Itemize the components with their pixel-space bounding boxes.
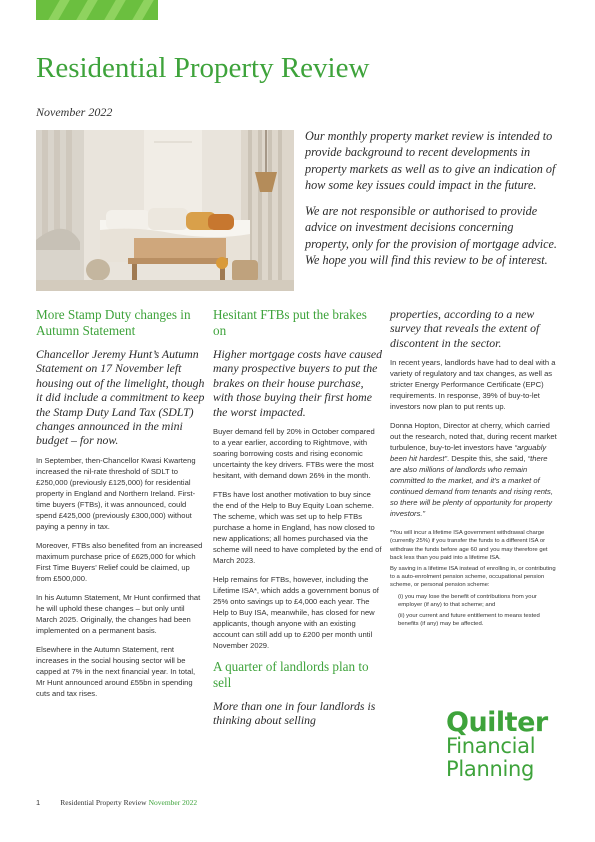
footnote: (i) you may lose the benefit of contributions from your employer (if any) to that scheme; and xyxy=(398,593,537,608)
article-heading: Hesitant FTBs put the brakes on xyxy=(213,307,367,338)
article-paragraph: In his Autumn Statement, Mr Hunt confirmed that he will uphold these changes – but only until March 2025. Originally, the changes had been implemented on a permanent basis. xyxy=(36,592,201,635)
logo-line: Financial xyxy=(446,734,536,758)
article-landlords-continued xyxy=(390,307,560,631)
quote-text: Donna Hopton, Director at cherry, which carried out the research, noted that, during recent market turbulence, buy-to-let investors have xyxy=(390,421,557,453)
article-paragraph: Buyer demand fell by 20% in October compared to a year earlier, according to Rightmove, with soaring borrowing costs and rising economic uncertainty the key drivers. FTBs were the most hesitant, with demand down 26% in the month. xyxy=(213,427,375,481)
article-paragraph: Elsewhere in the Autumn Statement, rent increases in the social housing sector will be capped at 7% in the next financial year. In total, Mr Hunt announced around £55bn in spending cuts and tax rises. xyxy=(36,644,196,698)
issue-date: November 2022 xyxy=(36,105,113,119)
footnote: (ii) your current and future entitlement to means tested benefits (if any) may be affected. xyxy=(398,613,540,628)
article-lead-continued: properties, according to a new survey that reveals the extent of discontent in the sector. xyxy=(390,307,540,350)
article-heading-landlords: A quarter of landlords plan to sell xyxy=(213,659,369,691)
logo-line: Planning xyxy=(446,757,535,781)
footer-date: November 2022 xyxy=(148,798,198,807)
quote-italic: “arguably been hit hardest” xyxy=(390,443,547,464)
article-stamp-duty xyxy=(36,307,206,707)
article-heading: More Stamp Duty changes in Autumn Statement xyxy=(36,307,191,338)
page-title: Residential Property Review xyxy=(36,52,370,84)
disclaimer-paragraph: We are not responsible or authorised to provide advice on investment decisions concerning property, only for the provision of mortgage advice. We hope you will find this review to be of interest. xyxy=(305,204,557,268)
article-lead-landlords: More than one in four landlords is thinking about selling xyxy=(213,699,376,728)
intro-text xyxy=(305,128,559,278)
article-paragraph: Help remains for FTBs, however, including the Lifetime ISA*, which adds a government bonus of 25% onto savings up to £4,000 each year. The Help to Buy ISA, meanwhile, has closed for new applicants, though anyone with an existing account can still add up to £200 per month until November 2029. xyxy=(213,575,379,651)
article-lead: Higher mortgage costs have caused many prospective buyers to put the brakes on their house purchase, with those buying their first home the worst impacted. xyxy=(213,347,383,419)
quote-italic: “there are also millions of landlords who remain committed to the market, and it’s a market of continued demand from tenants and rising rents, so there will be plenty of opportunity for property investors.” xyxy=(390,454,553,519)
article-hesitant-ftbs xyxy=(213,307,383,735)
logo-line: Quilter xyxy=(446,707,548,738)
quilter-logo xyxy=(446,707,548,781)
footnote: By saving in a lifetime ISA instead of enrolling in, or contributing to a auto-enrolment pension scheme, occupational pension scheme, or personal pension scheme: xyxy=(390,566,556,589)
page-number: 1 xyxy=(36,798,41,807)
header-decorative-bar xyxy=(36,0,158,20)
article-paragraph: In September, then-Chancellor Kwasi Kwarteng increased the nil-rate threshold of SDLT to £250,000 (previously £125,000) for residential property in England and Northern Ireland. First-time buyers (FTBs), it was announced, could spend £425,000 (previously £300,000) without paying a penny in tax. xyxy=(36,455,196,531)
article-paragraph: FTBs have lost another motivation to buy since the end of the Help to Buy Equity Loan scheme. The scheme, which was set up to help FTBs purchase a home in England, has now closed to new applications; all homes purchased via the scheme will need to have completed by the end of March 2023. xyxy=(213,490,382,566)
footer-title: Residential Property Review xyxy=(60,798,147,807)
article-paragraph: In recent years, landlords have had to deal with a variety of regulatory and tax changes, as well as stricter Energy Performance Certificate (EPC) requirements. In response, 39% of buy-to-let investors now plan to put rents up. xyxy=(390,358,556,412)
quote-text: . Despite this, she said, xyxy=(447,454,526,464)
intro-paragraph: Our monthly property market review is intended to provide background to recent developments in property markets as well as to give an indication of how some key issues could impact in the future. xyxy=(305,129,556,192)
article-paragraph: Moreover, FTBs also benefited from an increased maximum purchase price of £625,000 for which First Time Buyers’ Relief could be claimed, up from £500,000. xyxy=(36,540,203,583)
footnote: *You will incur a lifetime ISA government withdrawal charge (currently 25%) if you transfer the funds to a different ISA or withdraw the funds before age 60 and you may therefore get back less than you paid into a lifetime ISA. xyxy=(390,530,548,561)
bedroom-photo xyxy=(36,130,294,291)
page-footer xyxy=(36,798,197,807)
article-paragraph-quote xyxy=(390,420,560,519)
article-lead: Chancellor Jeremy Hunt’s Autumn Statement on 17 November left housing out of the limelight, though it did include a commitment to keep the Stamp Duty Land Tax (SDLT) changes announced in the mini budget – for now. xyxy=(36,347,205,448)
